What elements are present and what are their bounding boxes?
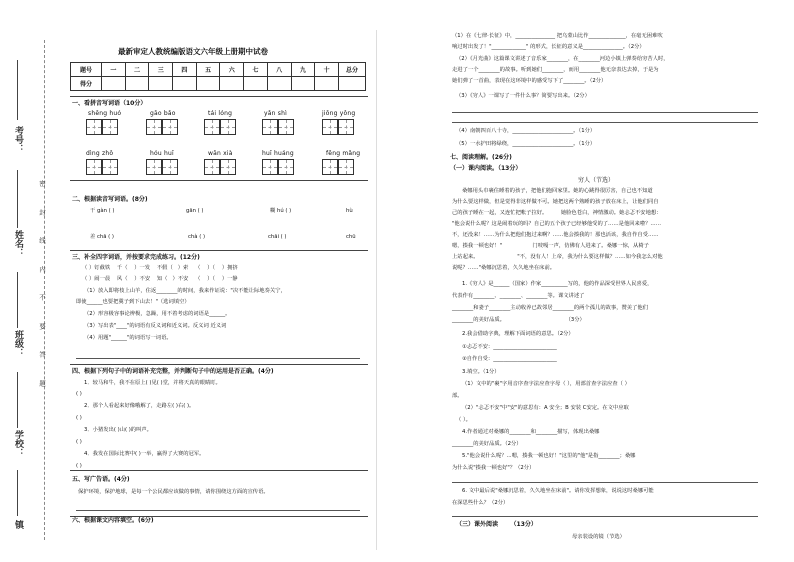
question-text: ________和妻子________主动收养已故邻居________的两个孤儿的故事，赞美了他们 bbox=[452, 305, 648, 311]
table-cell: 二 bbox=[125, 63, 149, 77]
class-line bbox=[17, 272, 18, 328]
writing-box[interactable] bbox=[86, 119, 102, 135]
question-text: （3）写出表"____"的词语有反义词和近义词。反义词 近义词 bbox=[84, 323, 227, 329]
question-text: 5."他会说什么呢？...嗯，揍我一顿也好！"这里的"他"是指________；桑娜 bbox=[462, 453, 636, 459]
table-cell: 题号 bbox=[71, 63, 102, 77]
answer-line[interactable] bbox=[76, 358, 360, 359]
score-cell[interactable] bbox=[149, 77, 173, 91]
passage-line: "他会说什么呢？这是闹着玩的吗？自己的五个孩子已经够他受的了……是他回来啦？…… bbox=[452, 221, 662, 227]
writing-box[interactable] bbox=[262, 159, 278, 175]
fill-item: gān ( ) bbox=[186, 208, 204, 214]
pinyin-label: dìng zhǒ bbox=[86, 150, 114, 157]
writing-box[interactable] bbox=[220, 159, 236, 175]
fill-item: 糊 hú ( ) bbox=[270, 208, 292, 214]
question-text: （5）一水护田将绿绕，_______________________。（1分） bbox=[456, 141, 596, 147]
score-cell[interactable] bbox=[102, 77, 126, 91]
pinyin-label: gāo bǎo bbox=[150, 110, 176, 117]
exam-number-line bbox=[17, 60, 18, 120]
question-text: ①忐忑不安：________________________ bbox=[462, 344, 557, 350]
question-text: 1．较马和牛，我不在原上( )见( )堂，并将天真的眼睛盯。 bbox=[84, 380, 221, 386]
pinyin-label: fēng mǎng bbox=[326, 150, 361, 157]
question-text: 走进了一个________的故事。听到她们________，而用________他无奈表达去掉，于是为 bbox=[452, 67, 659, 73]
question-text: （1）文中的"裹"字用音序查字法应查字母（ ），用部首查字法应查（ ） bbox=[462, 381, 630, 387]
writing-box[interactable] bbox=[204, 159, 220, 175]
question-text: （4）用题"______"的词语写一词语。 bbox=[84, 335, 172, 341]
writing-box[interactable] bbox=[338, 119, 354, 135]
writing-box[interactable] bbox=[86, 159, 102, 175]
question-text: 即使______也要把冀子到下山去！"（选词填空） bbox=[76, 299, 190, 305]
pinyin-label: huī huáng bbox=[262, 150, 294, 157]
subsection-heading: （三）课外阅读 （13分） bbox=[456, 521, 537, 528]
school-label: 学校： bbox=[13, 430, 23, 457]
answer-line[interactable] bbox=[452, 112, 758, 113]
question-text: （2）"忐忑不安"中"安"的意思有：A 安全；B 安装 C安定。在文中应取 bbox=[462, 405, 629, 411]
question-text: （4）南朝四百八十寺，_______________________。（1分） bbox=[456, 128, 596, 134]
question-text: 在深思些什么？（2分） bbox=[452, 500, 509, 506]
idiom-line: （ ）钉截铁 千（ ）一发 不假（ ）索 （ ）（ ）拥挤 bbox=[82, 265, 238, 271]
table-cell: 一 bbox=[102, 63, 126, 77]
subsection-heading: （一）课内阅读。（13分） bbox=[450, 165, 522, 172]
score-cell[interactable] bbox=[220, 77, 244, 91]
seal-word: 题 bbox=[38, 379, 46, 386]
judge-paren[interactable]: ( ) bbox=[76, 415, 82, 421]
question-text: 1.《穷人》是______（国家）作家__________写的，他的作品深受世界人民喜爱， bbox=[462, 281, 653, 287]
fill-item: chāi ( ) bbox=[268, 234, 287, 240]
score-cell[interactable] bbox=[196, 77, 220, 91]
question-text: ________的美好品质。 （3分） bbox=[452, 317, 585, 323]
passage-line: 桑娜用头巾裹住睡着的孩子，把他们抱回家里。她的心跳得很厉害，自己也不知道 bbox=[462, 188, 653, 194]
section-2-heading: 二、根据读音写词语。(8分) bbox=[72, 196, 148, 203]
question-text: 3.填空。（1分） bbox=[462, 369, 500, 375]
question-text: 2．那个人看起来好像哦解了，走路左( )右( )。 bbox=[84, 403, 195, 409]
pinyin-label: hóu huī bbox=[150, 150, 174, 157]
writing-box[interactable] bbox=[204, 119, 220, 135]
passage-title: 母亲装设的镜（节选） bbox=[572, 534, 625, 540]
question-text: 保护环境，保护地球，是每一个公民都应该做的事情，请你围绕这方面的宣传语。 bbox=[78, 489, 269, 495]
seal-word: 答 bbox=[38, 351, 46, 358]
town-label: 镇 bbox=[13, 520, 23, 529]
table-cell: 四 bbox=[173, 63, 197, 77]
question-text: （3）《穷人》一课写了一件什么事？简要写出来。（2分） bbox=[456, 93, 590, 99]
seal-words bbox=[38, 180, 50, 386]
section-divider bbox=[70, 96, 368, 97]
passage-line: 己的孩子睡在一起，又连忙把帐子拉好。 她脸色苍白，神情激动。她忐忑不安地想： bbox=[452, 210, 662, 216]
table-cell: 得分 bbox=[71, 77, 102, 91]
writing-box[interactable] bbox=[146, 159, 162, 175]
score-cell[interactable] bbox=[244, 77, 268, 91]
section-5-heading: 五、写广告语。(4分) bbox=[72, 476, 130, 483]
writing-box[interactable] bbox=[102, 119, 118, 135]
question-text: （2）形容极容事论辨极，急躁，用不着考虑的词语是______。 bbox=[84, 311, 231, 317]
question-text: ________的美好品质。（2分） bbox=[452, 441, 522, 447]
score-cell[interactable] bbox=[315, 77, 339, 91]
section-7-heading: 七、阅读理解。(26分) bbox=[450, 154, 512, 161]
passage-title: 穷人（节选） bbox=[578, 177, 615, 184]
town-line bbox=[17, 470, 18, 516]
writing-box[interactable] bbox=[322, 119, 338, 135]
question-text: ②自作自受：________________________ bbox=[462, 356, 557, 362]
judge-paren[interactable]: ( ) bbox=[76, 463, 82, 469]
seal-word: 封 bbox=[38, 208, 46, 215]
section-divider bbox=[70, 180, 368, 181]
score-table bbox=[70, 62, 366, 91]
section-6-heading: 六、根据课文内容填空。(6分) bbox=[72, 517, 154, 524]
table-cell: 总分 bbox=[339, 63, 366, 77]
pinyin-label: jiōng yǒng bbox=[322, 110, 356, 117]
section-3-heading: 三、补全四字词语，并按要求完成练习。(12分) bbox=[72, 254, 200, 261]
exam-number-label: 考号： bbox=[13, 126, 23, 153]
score-cell[interactable] bbox=[173, 77, 197, 91]
question-text: （1）放入即将枝上山羊，住返________的时间，我来作证说："决不能让际地奏关宁， bbox=[84, 288, 286, 294]
section-divider bbox=[70, 250, 368, 251]
writing-box[interactable] bbox=[262, 119, 278, 135]
writing-box[interactable] bbox=[220, 119, 236, 135]
question-text: （2）《月光曲》这篇课文讲述了音乐家________，在________河边小镇上弹奏给穷苦人时， bbox=[456, 56, 669, 62]
judge-paren[interactable]: ( ) bbox=[76, 439, 82, 445]
section-divider bbox=[70, 364, 368, 365]
question-text: 代表作有________、________、________等。课文讲述了 bbox=[452, 293, 585, 299]
school-line bbox=[17, 372, 18, 428]
seal-word: 内 bbox=[38, 265, 46, 272]
pinyin-label: yǎn shì bbox=[264, 110, 287, 117]
section-4-heading: 四、根据下列句子中的词语补充完整，并判断句子中的运用是否正确。(4分) bbox=[72, 368, 274, 375]
table-cell: 六 bbox=[220, 63, 244, 77]
answer-line[interactable] bbox=[76, 510, 360, 511]
question-text: 为什么说"揍我一顿也好"？（2分） bbox=[452, 465, 535, 471]
name-line bbox=[17, 170, 18, 228]
question-text: （1）在《七律·长征》中，_______________ 把乌蒙山比作______________，在毫无困难吹 bbox=[452, 33, 663, 39]
writing-box[interactable] bbox=[162, 119, 178, 135]
pinyin-label: tái lóng bbox=[208, 110, 233, 117]
name-label: 姓名： bbox=[13, 230, 23, 257]
writing-box[interactable] bbox=[146, 119, 162, 135]
score-cell[interactable] bbox=[267, 77, 291, 91]
writing-box[interactable] bbox=[102, 159, 118, 175]
score-cell[interactable] bbox=[125, 77, 149, 91]
table-cell: 七 bbox=[244, 63, 268, 77]
answer-line[interactable] bbox=[452, 122, 758, 123]
fill-item: chū bbox=[346, 234, 356, 240]
question-text: 部。 bbox=[452, 393, 463, 399]
seal-word: 密 bbox=[38, 180, 46, 187]
class-label: 班级： bbox=[13, 330, 23, 357]
seal-word: 线 bbox=[38, 237, 46, 244]
question-text: 4．我发在国际比赛中( )一举，赢得了大赛的冠军。 bbox=[84, 451, 205, 457]
writing-box[interactable] bbox=[162, 159, 178, 175]
writing-box[interactable] bbox=[322, 159, 338, 175]
score-cell[interactable] bbox=[291, 77, 315, 91]
passage-line: 说呢？……"桑娜沉思着，久久地坐在床前。 bbox=[452, 265, 556, 271]
score-cell[interactable] bbox=[339, 77, 366, 91]
fill-item: chà ( ) bbox=[188, 234, 206, 240]
question-text: 她们弹了一首曲，表现在这环境中的感受写下了________。（2分） bbox=[452, 78, 607, 84]
section-1-heading: 一、看拼音写词语（10分） bbox=[72, 100, 147, 107]
question-text: 响过时出发了！"_____________" 的形式，长征的意义是_______________。（2分） bbox=[452, 44, 645, 50]
seal-word: 要 bbox=[38, 322, 46, 329]
passage-line: 为什么要这样做，但是觉得非这样做不可。她把这两个熟睡的孩子放在床上，让他们同自 bbox=[452, 199, 659, 205]
idiom-line: （ ）闹一晨 风（ ）不安 知（ ）不安 （ ）（ ）一静 bbox=[82, 276, 238, 282]
pinyin-label: wān xià bbox=[208, 150, 233, 157]
answer-line[interactable] bbox=[452, 482, 758, 483]
fill-item: hù bbox=[346, 208, 353, 214]
passage-line: 嗯，揍我一顿也好！" 门吱嘎一声，仿佛有人进来了。桑娜一惊，从椅子 bbox=[452, 243, 649, 249]
score-table-header-row bbox=[71, 63, 366, 77]
table-cell: 八 bbox=[267, 63, 291, 77]
fill-item: 差 chā ( ) bbox=[90, 234, 114, 240]
judge-paren[interactable]: ( ) bbox=[76, 391, 82, 397]
question-text: 4.作者通过对桑娜的________和________描写，体现出桑娜 bbox=[462, 429, 600, 435]
answer-line[interactable] bbox=[452, 516, 758, 517]
page-title: 最新审定人教统编版语文六年级上册期中试卷 bbox=[118, 47, 268, 56]
question-text: 2.我会借助字典，理解下面词语的意思。（2分） bbox=[462, 331, 574, 337]
score-table-row bbox=[71, 77, 366, 91]
passage-line: 不，还没来！……为什么把他们抱过来啊？……他会揍我的！那也活该，我自作自受…… bbox=[452, 232, 659, 238]
writing-box[interactable] bbox=[338, 159, 354, 175]
question-text: 3．小猪发出( )山( )的叫声。 bbox=[84, 427, 152, 433]
pinyin-label: shēng huó bbox=[88, 110, 122, 117]
column-divider bbox=[376, 30, 377, 550]
table-cell: 九 bbox=[291, 63, 315, 77]
question-text: （ ）。 bbox=[456, 417, 471, 423]
seal-word: 不 bbox=[38, 294, 46, 301]
question-text: 6. 文中最后说"桑娜沉思着，久久地坐在床前"。请你发挥想象，说说这时桑娜可能 bbox=[462, 488, 654, 494]
section-divider bbox=[70, 470, 368, 471]
table-cell: 五 bbox=[196, 63, 220, 77]
fill-item: 干 gàn ( ) bbox=[90, 208, 115, 214]
table-cell: 十 bbox=[315, 63, 339, 77]
writing-box[interactable] bbox=[278, 119, 294, 135]
writing-box[interactable] bbox=[278, 159, 294, 175]
passage-line: 上站起来。 "不，没有人！上帝，我为什么要这样做？……如今我怎么对他 bbox=[452, 254, 663, 260]
binding-strip bbox=[0, 0, 62, 562]
table-cell: 三 bbox=[149, 63, 173, 77]
